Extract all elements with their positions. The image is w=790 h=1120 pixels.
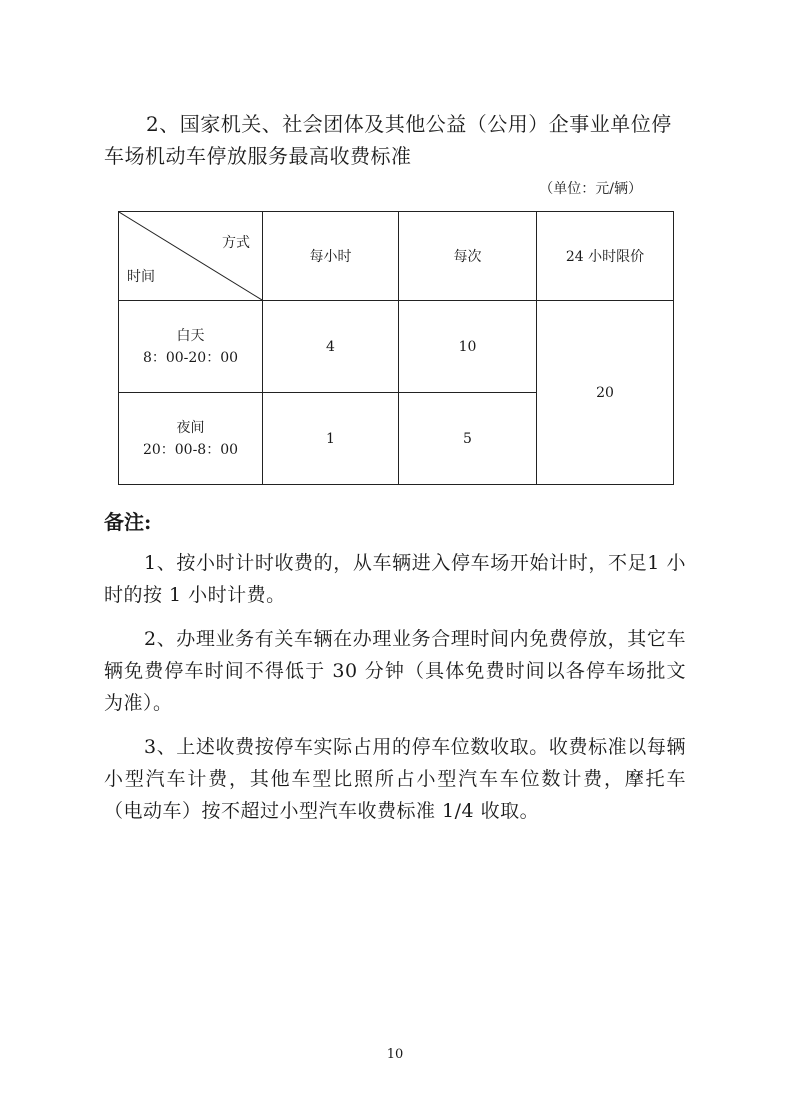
header-time-label: 时间 [127, 269, 155, 285]
diagonal-line [119, 212, 262, 300]
daily-cap-value: 20 [537, 301, 674, 485]
unit-label: （单位：元/辆） [539, 181, 642, 197]
table-row [119, 301, 674, 393]
section-title-line-1: 2、国家机关、社会团体及其他公益（公用）企事业单位停 [146, 112, 672, 136]
diagonal-header-cell [119, 212, 263, 301]
section-title [104, 108, 694, 172]
notes-heading: 备注: [104, 510, 152, 534]
period-name: 夜间 [176, 419, 205, 436]
per-hour-value: 4 [263, 301, 399, 393]
per-time-value: 5 [399, 393, 537, 485]
column-header-per-hour: 每小时 [263, 212, 399, 301]
page-number: 10 [386, 1047, 404, 1062]
note-item-1: 1、按小时计时收费的，从车辆进入停车场开始计时，不足1 小时的按 1 小时计费。 [104, 552, 686, 606]
note-item-3: 3、上述收费按停车实际占用的停车位数收取。收费标准以每辆小型汽车计费，其他车型比照所占小型汽车车位数计费，摩托车（电动车）按不超过小型汽车收费标准 1/4 收取。 [104, 736, 686, 822]
period-time: 8：00-20：00 [142, 349, 239, 366]
notes-list [104, 547, 686, 839]
section-title-line-2: 车场机动车停放服务最高收费标准 [104, 144, 412, 168]
period-cell-day [119, 301, 263, 393]
per-hour-value: 1 [263, 393, 399, 485]
period-name: 白天 [176, 327, 205, 344]
period-cell-night [119, 393, 263, 485]
period-time: 20：00-8：00 [142, 441, 239, 458]
note-item-2: 2、办理业务有关车辆在办理业务合理时间内免费停放，其它车辆免费停车时间不得低于 30 分钟（具体免费时间以各停车场批文为准）。 [104, 628, 686, 714]
table-header-row [119, 212, 674, 301]
fee-table [118, 211, 674, 485]
per-time-value: 10 [399, 301, 537, 393]
header-method-label: 方式 [222, 235, 250, 251]
column-header-per-time: 每次 [399, 212, 537, 301]
column-header-daily-cap: 24 小时限价 [537, 212, 674, 301]
